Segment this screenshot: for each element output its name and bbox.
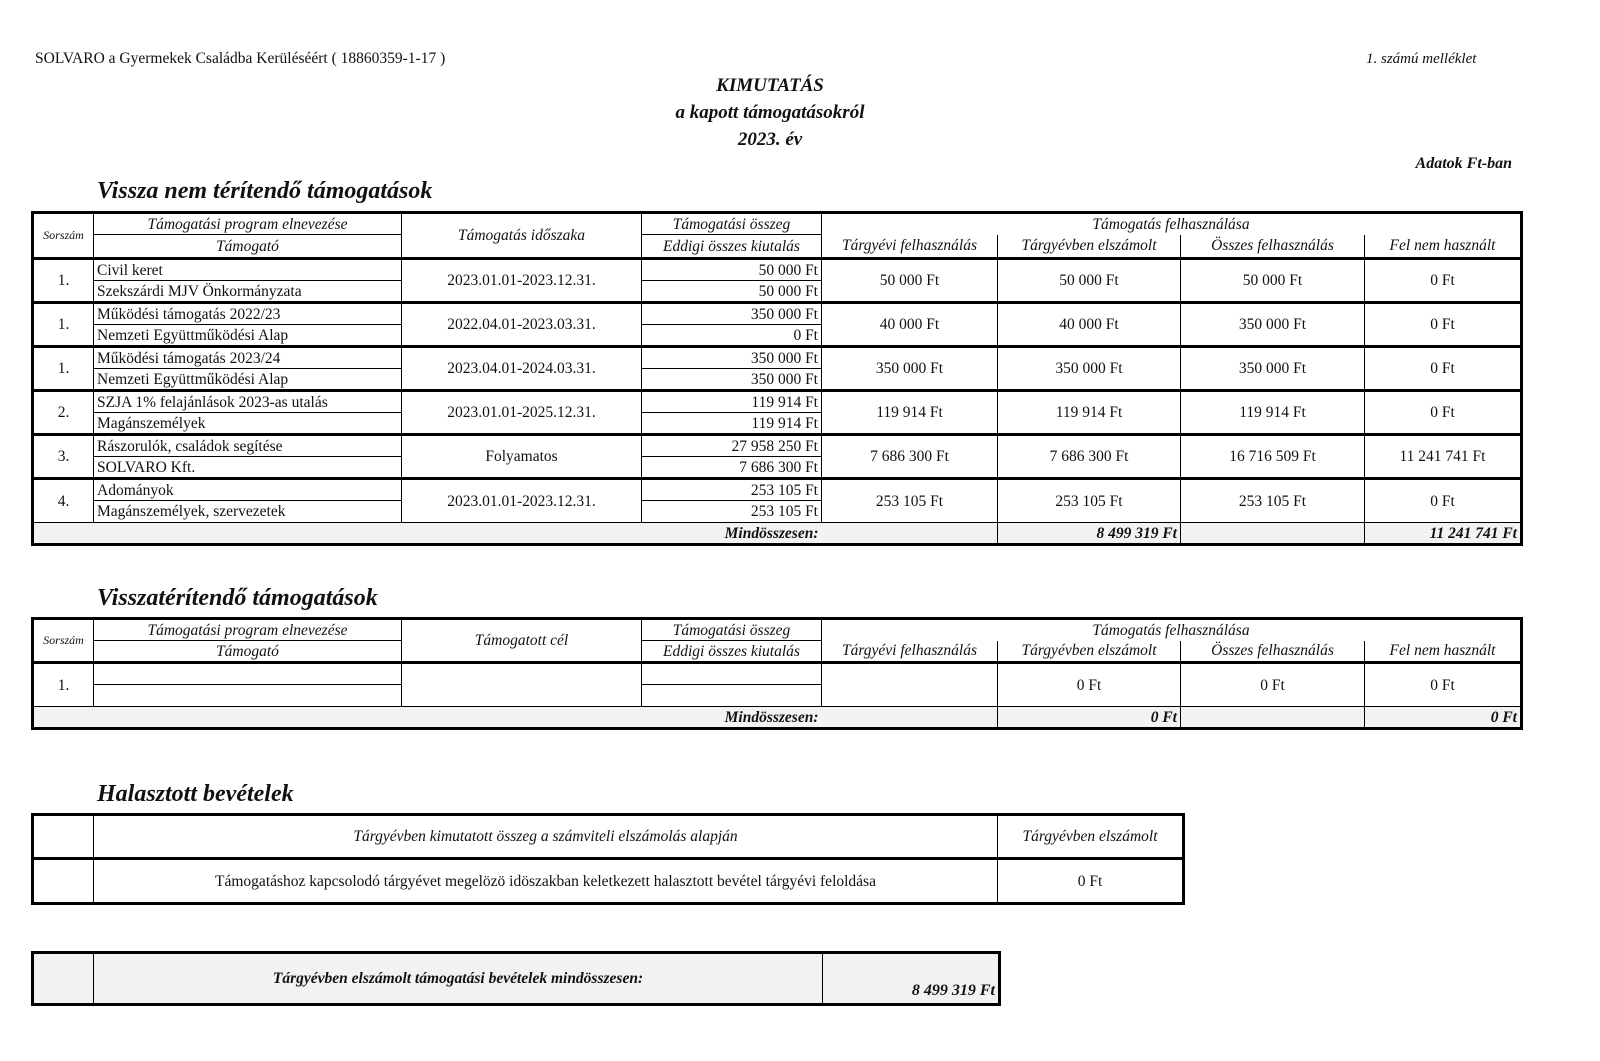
- current-use: 350 000 Ft: [822, 347, 998, 391]
- table-row: [33, 859, 1184, 904]
- row-number: 4.: [33, 479, 94, 523]
- col-paid-total: Eddigi összes kiutalás: [642, 235, 822, 259]
- amount: 50 000 Ft: [642, 259, 822, 281]
- table-row: [33, 303, 1522, 325]
- paid: 350 000 Ft: [642, 369, 822, 391]
- current-use: 50 000 Ft: [822, 259, 998, 303]
- refundable-table: [31, 617, 1523, 730]
- col-current-year-accounted: Tárgyévben elszámolt: [998, 641, 1181, 663]
- section-title-deferred: Halasztott bevételek: [97, 781, 294, 807]
- current-use: 40 000 Ft: [822, 303, 998, 347]
- total-use: 253 105 Ft: [1181, 479, 1365, 523]
- current-use: 119 914 Ft: [822, 391, 998, 435]
- paid: 0 Ft: [642, 325, 822, 347]
- supporter: Magánszemélyek: [94, 413, 402, 435]
- supporter: Nemzeti Együttműködési Alap: [94, 325, 402, 347]
- supporter: Nemzeti Együttműködési Alap: [94, 369, 402, 391]
- col-current-year-use: Tárgyévi felhasználás: [822, 641, 998, 663]
- accounted: 350 000 Ft: [998, 347, 1181, 391]
- total-use: 0 Ft: [1181, 663, 1365, 707]
- grand-total-label: Tárgyévben elszámolt támogatási bevételek mindösszesen:: [94, 953, 823, 1005]
- accounted: 119 914 Ft: [998, 391, 1181, 435]
- paid: 119 914 Ft: [642, 413, 822, 435]
- accounted: 40 000 Ft: [998, 303, 1181, 347]
- col-period: Támogatás időszaka: [402, 213, 642, 259]
- total-use: 350 000 Ft: [1181, 347, 1365, 391]
- period: Folyamatos: [402, 435, 642, 479]
- supporter: Magánszemélyek, szervezetek: [94, 501, 402, 523]
- col-amount: Támogatási összeg: [642, 213, 822, 235]
- supporter: SOLVARO Kft.: [94, 457, 402, 479]
- current-use: 253 105 Ft: [822, 479, 998, 523]
- deferred-header-desc: Tárgyévben kimutatott összeg a számviteli elszámolás alapján: [94, 815, 998, 859]
- supporter: [94, 685, 402, 707]
- accounted: 50 000 Ft: [998, 259, 1181, 303]
- row-number: 1.: [33, 347, 94, 391]
- row-number: 1.: [33, 303, 94, 347]
- period: 2023.01.01-2025.12.31.: [402, 391, 642, 435]
- amount: [642, 663, 822, 685]
- supporter: Szekszárdi MJV Önkormányzata: [94, 281, 402, 303]
- table-row: [33, 259, 1522, 281]
- row-number: 1.: [33, 259, 94, 303]
- col-target: Támogatott cél: [402, 619, 642, 663]
- total-row: [33, 523, 1522, 545]
- period: 2023.01.01-2023.12.31.: [402, 259, 642, 303]
- total-label: Mindösszesen:: [33, 707, 822, 729]
- total-use: 350 000 Ft: [1181, 303, 1365, 347]
- amount: 253 105 Ft: [642, 479, 822, 501]
- total-use: 16 716 509 Ft: [1181, 435, 1365, 479]
- program-name: Civil keret: [94, 259, 402, 281]
- unit-note: Adatok Ft-ban: [1415, 155, 1512, 172]
- row-number: 2.: [33, 391, 94, 435]
- col-unused: Fel nem használt: [1365, 641, 1522, 663]
- total-label: Mindösszesen:: [33, 523, 822, 545]
- paid: [642, 685, 822, 707]
- amount: 27 958 250 Ft: [642, 435, 822, 457]
- table-row: [33, 479, 1522, 501]
- program-name: Működési támogatás 2023/24: [94, 347, 402, 369]
- total-use: 50 000 Ft: [1181, 259, 1365, 303]
- section-title-refundable: Visszatérítendő támogatások: [97, 585, 378, 611]
- period: 2022.04.01-2023.03.31.: [402, 303, 642, 347]
- col-usage-group: Támogatás felhasználása: [822, 213, 1522, 235]
- deferred-header-value: Tárgyévben elszámolt: [998, 815, 1184, 859]
- row-number: 3.: [33, 435, 94, 479]
- accounted: 7 686 300 Ft: [998, 435, 1181, 479]
- col-sorszam: Sorszám: [33, 213, 94, 259]
- total-accounted: 0 Ft: [998, 707, 1181, 729]
- organization-name: SOLVARO a Gyermekek Családba Kerüléséért ( 18860359-1-17 ): [35, 50, 446, 67]
- non-refundable-table: [31, 211, 1523, 546]
- deferred-row-value: 0 Ft: [998, 859, 1184, 904]
- total-accounted: 8 499 319 Ft: [998, 523, 1181, 545]
- program-name: SZJA 1% felajánlások 2023-as utalás: [94, 391, 402, 413]
- amount: 350 000 Ft: [642, 347, 822, 369]
- current-use: [822, 663, 998, 707]
- table-row: [33, 391, 1522, 413]
- program-name: Adományok: [94, 479, 402, 501]
- col-unused: Fel nem használt: [1365, 235, 1522, 259]
- unused: 11 241 741 Ft: [1365, 435, 1522, 479]
- row-number: 1.: [33, 663, 94, 707]
- table-row: [33, 347, 1522, 369]
- period: 2023.01.01-2023.12.31.: [402, 479, 642, 523]
- current-use: 7 686 300 Ft: [822, 435, 998, 479]
- col-amount: Támogatási összeg: [642, 619, 822, 641]
- program-name: Rászorulók, családok segítése: [94, 435, 402, 457]
- document-subtitle: a kapott támogatásokról: [675, 102, 865, 123]
- unused: 0 Ft: [1365, 663, 1522, 707]
- grand-total-value: 8 499 319 Ft: [823, 953, 1000, 1005]
- col-usage-group: Támogatás felhasználása: [822, 619, 1522, 641]
- total-unused: 11 241 741 Ft: [1365, 523, 1522, 545]
- unused: 0 Ft: [1365, 479, 1522, 523]
- target: [402, 663, 642, 707]
- col-current-year-use: Tárgyévi felhasználás: [822, 235, 998, 259]
- paid: 253 105 Ft: [642, 501, 822, 523]
- paid: 7 686 300 Ft: [642, 457, 822, 479]
- period: 2023.04.01-2024.03.31.: [402, 347, 642, 391]
- amount: 350 000 Ft: [642, 303, 822, 325]
- total-use: 119 914 Ft: [1181, 391, 1365, 435]
- table-row: [33, 435, 1522, 457]
- unused: 0 Ft: [1365, 303, 1522, 347]
- col-paid-total: Eddigi összes kiutalás: [642, 641, 822, 663]
- unused: 0 Ft: [1365, 391, 1522, 435]
- annex-label: 1. számú melléklet: [1366, 51, 1477, 67]
- col-supporter: Támogató: [94, 235, 402, 259]
- section-title-non-refundable: Vissza nem térítendő támogatások: [97, 178, 433, 204]
- accounted: 253 105 Ft: [998, 479, 1181, 523]
- unused: 0 Ft: [1365, 259, 1522, 303]
- amount: 119 914 Ft: [642, 391, 822, 413]
- paid: 50 000 Ft: [642, 281, 822, 303]
- total-row: [33, 707, 1522, 729]
- accounted: 0 Ft: [998, 663, 1181, 707]
- grand-total-table: [31, 951, 1001, 1006]
- document-title: KIMUTATÁS: [716, 75, 824, 96]
- deferred-row-desc: Támogatáshoz kapcsolodó tárgyévet megelözö idöszakban keletkezett halasztott bevétel tárgyévi feloldása: [94, 859, 998, 904]
- col-total-use: Összes felhasználás: [1181, 641, 1365, 663]
- program-name: Működési támogatás 2022/23: [94, 303, 402, 325]
- total-unused: 0 Ft: [1365, 707, 1522, 729]
- col-current-year-accounted: Tárgyévben elszámolt: [998, 235, 1181, 259]
- table-row: [33, 663, 1522, 685]
- col-program-name: Támogatási program elnevezése: [94, 213, 402, 235]
- program-name: [94, 663, 402, 685]
- col-total-use: Összes felhasználás: [1181, 235, 1365, 259]
- deferred-income-table: [31, 813, 1185, 905]
- document-year: 2023. év: [737, 129, 803, 150]
- col-supporter: Támogató: [94, 641, 402, 663]
- unused: 0 Ft: [1365, 347, 1522, 391]
- col-program-name: Támogatási program elnevezése: [94, 619, 402, 641]
- col-sorszam: Sorszám: [33, 619, 94, 663]
